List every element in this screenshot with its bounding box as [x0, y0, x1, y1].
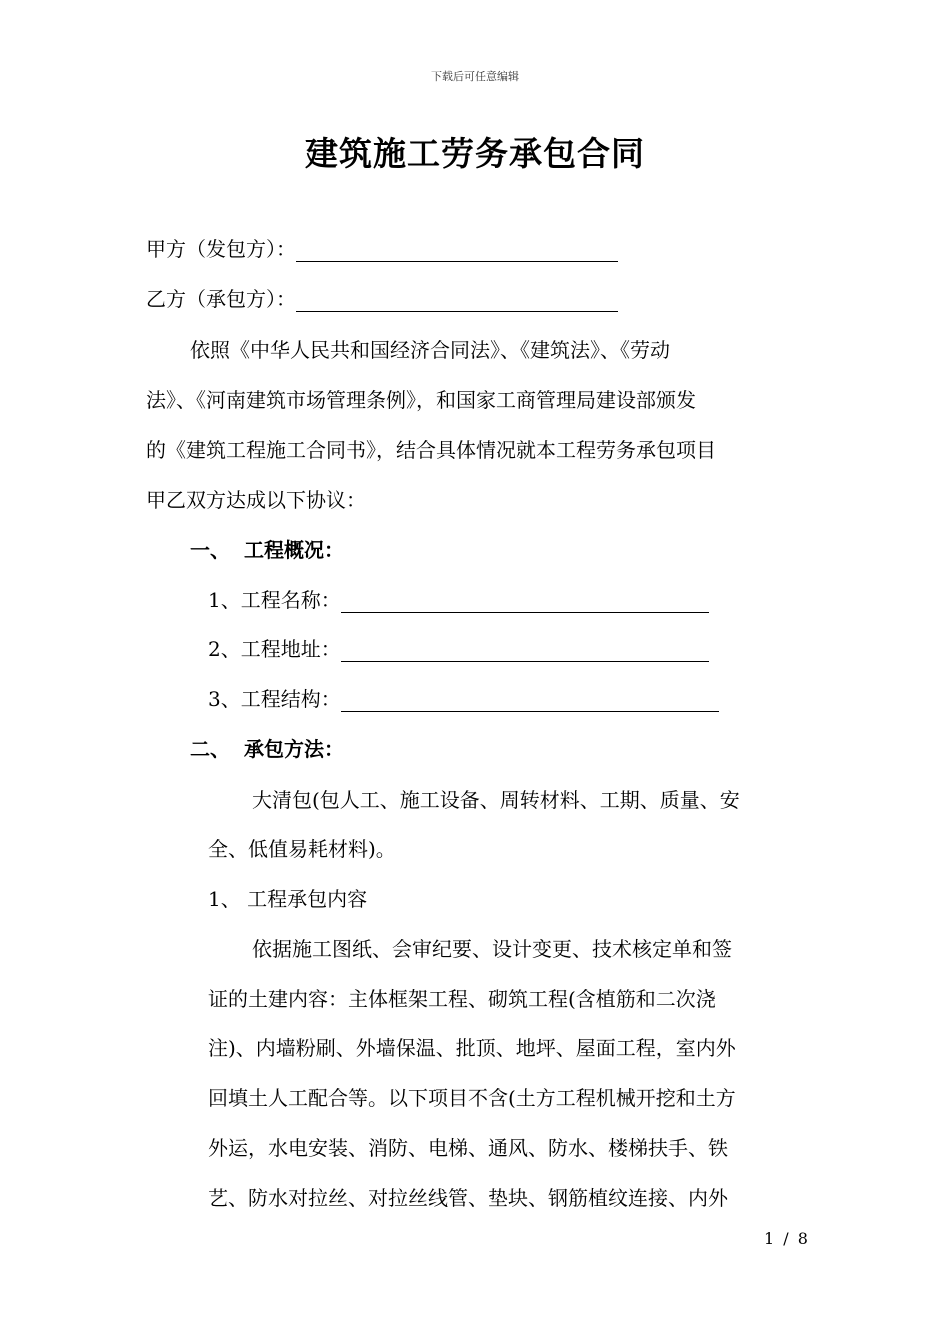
- section-2-heading: [190, 736, 344, 762]
- project-name-label: 1、工程名称：: [208, 588, 341, 612]
- party-b-label: 乙方（承包方）：: [146, 287, 296, 311]
- scope-line: 依据施工图纸、会审纪要、设计变更、技术核定单和签: [252, 937, 732, 961]
- party-b-line: [146, 286, 618, 312]
- intro-line: 法》、《河南建筑市场管理条例》，和国家工商管理局建设部颁发: [146, 388, 696, 412]
- project-name-blank: [341, 592, 709, 613]
- method-line: 大清包(包人工、施工设备、周转材料、工期、质量、安: [252, 788, 740, 812]
- project-structure-blank: [341, 691, 719, 712]
- intro-line: 的《建筑工程施工合同书》，结合具体情况就本工程劳务承包项目: [146, 438, 716, 462]
- section-2-title: 承包方法：: [244, 737, 344, 761]
- method-line: 全、低值易耗材料)。: [208, 837, 396, 861]
- project-structure-line: [208, 686, 719, 712]
- section-1-heading: [190, 537, 344, 563]
- party-a-label: 甲方（发包方）：: [146, 237, 296, 261]
- project-address-line: [208, 636, 709, 662]
- header-note: 下载后可任意编辑: [431, 70, 519, 83]
- scope-line: 注)、内墙粉刷、外墙保温、批顶、地坪、屋面工程，室内外: [208, 1036, 736, 1060]
- intro-line: 甲乙双方达成以下协议：: [146, 488, 366, 512]
- project-structure-label: 3、工程结构：: [208, 687, 341, 711]
- party-b-blank: [296, 291, 618, 312]
- section-1-number: 一、: [190, 538, 230, 562]
- scope-subheading: 1、 工程承包内容: [208, 887, 368, 911]
- page-number: 1 / 8: [764, 1229, 810, 1248]
- contract-title: 建筑施工劳务承包合同: [305, 134, 645, 173]
- scope-line: 证的土建内容：主体框架工程、砌筑工程(含植筋和二次浇: [208, 987, 716, 1011]
- section-1-title: 工程概况：: [244, 538, 344, 562]
- scope-line: 外运，水电安装、消防、电梯、通风、防水、楼梯扶手、铁: [208, 1136, 728, 1160]
- scope-line: 回填土人工配合等。以下项目不含(土方工程机械开挖和土方: [208, 1086, 736, 1110]
- project-address-label: 2、工程地址：: [208, 637, 341, 661]
- intro-line: 依照《中华人民共和国经济合同法》、《建筑法》、《劳动: [190, 338, 670, 362]
- party-a-blank: [296, 241, 618, 262]
- section-2-number: 二、: [190, 737, 230, 761]
- party-a-line: [146, 236, 618, 262]
- project-name-line: [208, 587, 709, 613]
- scope-line: 艺、防水对拉丝、对拉丝线管、垫块、钢筋植纹连接、内外: [208, 1186, 728, 1210]
- project-address-blank: [341, 641, 709, 662]
